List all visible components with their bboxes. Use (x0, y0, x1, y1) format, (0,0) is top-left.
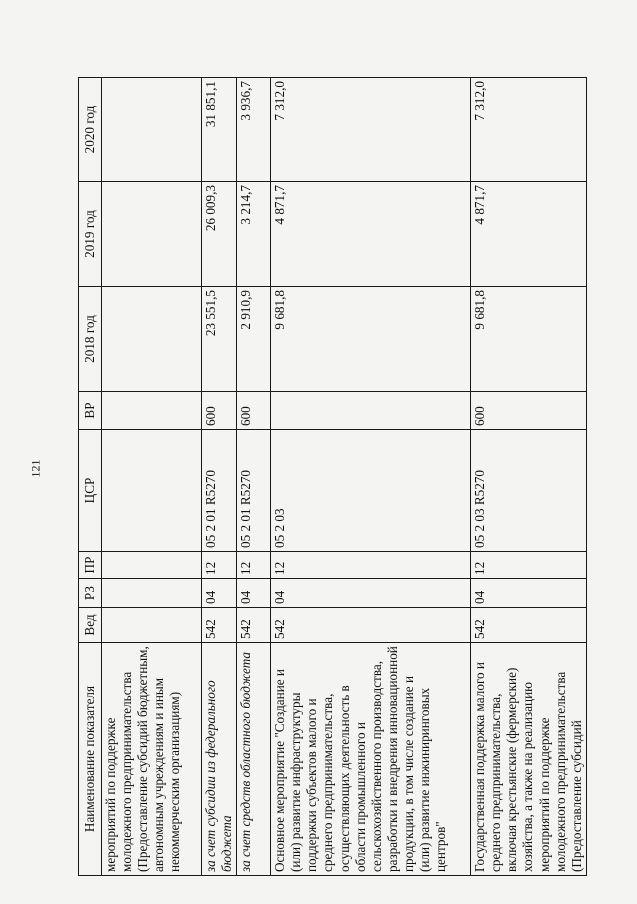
row-csr: 05 2 03 R5270 (471, 430, 587, 552)
header-2018: 2018 год (79, 287, 102, 392)
row-2020: 31 851,1 (202, 78, 237, 182)
row-name: мероприятий по поддержке молодежного предпринимательства (Предоставление субсидий бюджетным, автономным учреждениям и иным некоммерческим организациям) (102, 643, 202, 876)
row-vr (271, 392, 471, 430)
row-rz: 04 (237, 579, 271, 608)
table-row (471, 78, 587, 876)
header-ved: Вед (79, 608, 102, 643)
row-pr: 12 (237, 552, 271, 579)
row-name: Государственная поддержка малого и среднего предпринимательства, включая крестьянские (фермерские) хозяйства, а также на реализацию мероприятий по поддержке молодежного предпринимательства (Предоставление субсидий (471, 643, 587, 876)
row-2020: 3 936,7 (237, 78, 271, 182)
row-pr (102, 552, 202, 579)
row-vr: 600 (202, 392, 237, 430)
row-csr: 05 2 03 (271, 430, 471, 552)
row-name: за счет средств областного бюджета (237, 643, 271, 876)
row-2018 (102, 287, 202, 392)
header-rz: РЗ (79, 579, 102, 608)
header-2020: 2020 год (79, 78, 102, 182)
row-2019 (102, 182, 202, 287)
row-rz: 04 (202, 579, 237, 608)
row-2019: 4 871,7 (471, 182, 587, 287)
row-vr: 600 (471, 392, 587, 430)
row-2019: 26 009,3 (202, 182, 237, 287)
table-row (102, 78, 202, 876)
header-name: Наименование показателя (79, 643, 102, 876)
row-ved: 542 (271, 608, 471, 643)
table-row (202, 78, 237, 876)
row-pr: 12 (471, 552, 587, 579)
row-name: за счет субсидии из федерального бюджета (202, 643, 237, 876)
row-2019: 4 871,7 (271, 182, 471, 287)
header-pr: ПР (79, 552, 102, 579)
row-2018: 9 681,8 (471, 287, 587, 392)
row-2018: 23 551,5 (202, 287, 237, 392)
row-2019: 3 214,7 (237, 182, 271, 287)
row-2018: 2 910,9 (237, 287, 271, 392)
row-csr: 05 2 01 R5270 (237, 430, 271, 552)
rotated-table-container (78, 78, 584, 876)
table-row (271, 78, 471, 876)
table-row (237, 78, 271, 876)
row-2020: 7 312,0 (471, 78, 587, 182)
row-csr: 05 2 01 R5270 (202, 430, 237, 552)
row-rz (102, 579, 202, 608)
page-number: 121 (28, 459, 43, 478)
row-rz: 04 (471, 579, 587, 608)
header-vr: ВР (79, 392, 102, 430)
row-2020 (102, 78, 202, 182)
row-vr (102, 392, 202, 430)
row-pr: 12 (202, 552, 237, 579)
header-row (79, 78, 102, 876)
row-rz: 04 (271, 579, 471, 608)
header-2019: 2019 год (79, 182, 102, 287)
header-csr: ЦСР (79, 430, 102, 552)
row-2020: 7 312,0 (271, 78, 471, 182)
row-ved: 542 (471, 608, 587, 643)
row-ved: 542 (237, 608, 271, 643)
row-pr: 12 (271, 552, 471, 579)
row-2018: 9 681,8 (271, 287, 471, 392)
budget-table (78, 77, 587, 876)
row-csr (102, 430, 202, 552)
row-ved (102, 608, 202, 643)
row-vr: 600 (237, 392, 271, 430)
row-name: Основное мероприятие "Создание и (или) развитие инфраструктуры поддержки субъектов малого и среднего предпринимательства, осуществляющих деятельность в области промышленного и сельскохозяйственного производства, разработки и внедрения инновационной продукции, в том числе создание и (или) развитие инжиниринговых центров" (271, 643, 471, 876)
row-ved: 542 (202, 608, 237, 643)
